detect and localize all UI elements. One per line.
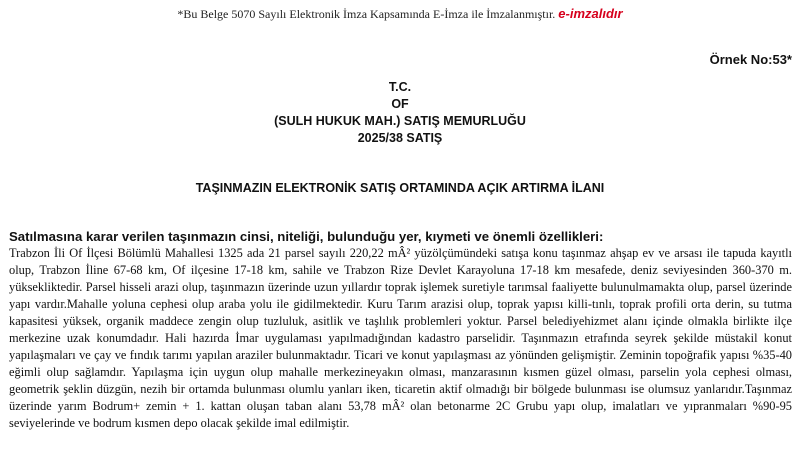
property-description: Trabzon İli Of İlçesi Bölümlü Mahallesi 1325 ada 21 parsel sayılı 220,22 mÂ² yüzölçümündeki satışa konu taşınmaz ahşap ev ve arsası ile tapuda kayıtlı olup, Trabzon İline 67-68 km, Of ilçesine 17-18 km, sahile ve Trabzon Rize Devlet Karayoluna 17-18 km mesafede, deniz seviyesinden 360-370 m. yüksekliktedir. Parsel hisseli arazi olup, taşınmazın üzerinde uzun yıllardır toprak işlemek suretiyle tarımsal faaliyette bulunulmamakta olup, parsel üzerinde yapı vardır.Mahalle yoluna cephesi olup araba yolu ile gidilmektedir. Kuru Tarım arazisi olup, toprak yapısı killi-tınlı, toprak profili orta derin, su tutma kapasitesi yüksek, organik maddece zengin olup tuzluluk, asitlik ve taşlılık problemleri yoktur. Parsel belediyehizmet alanı içinde olmakla birlikte ilçe merkezine uzak konumdadır. Hali hazırda İmar uygulaması yapılmadığından kadastro parselidir. Taşınmazın etrafında seyrek şekilde müstakil konut yapılaşmaları ve çay ve fındık tarımı yapılan araziler bulunmaktadır. Ticari ve konut yapılaşması az yönünden gelişmiştir. Zeminin topoğrafik yapısı %35-40 eğimli olup sağlamdır. Yapılaşma için uygun olup mahalle merkezineyakın olması, manzarasının kısmen güzel olması, parselin yola cephesi olması, geometrik şeklin düzgün, nezih bir ortamda bulunması olumlu yanları iken, ticaretin aktif olmadığı bir bölgede bulunması ise olumsuz yanlarıdır.Taşınmaz üzerinde yarım Bodrum+ zemin + 1. kattan oluşan taban alanı 53,78 mÂ² olan betonarme 2C Grubu yapı olup, imalatları ve yıpranmaları %90-95 seviyelerinde ve bodrum kısmen depo olacak şekilde imal edilmiştir. [9, 246, 792, 430]
heading-line-office: (SULH HUKUK MAH.) SATIŞ MEMURLUĞU [274, 114, 526, 128]
esignature-badge: e-imzalıdır [558, 6, 623, 21]
sample-number: Örnek No:53* [709, 52, 792, 67]
heading-line-file-number: 2025/38 SATIŞ [357, 131, 443, 145]
announcement-title: TAŞINMAZIN ELEKTRONİK SATIŞ ORTAMINDA AÇIK ARTIRMA İLANI [195, 181, 605, 195]
section-title: Satılmasına karar verilen taşınmazın cinsi, niteliği, bulunduğu yer, kıymeti ve önemli özellikleri: [9, 229, 604, 244]
heading-line-of: OF [391, 97, 409, 111]
document-heading [0, 79, 800, 147]
esignature-notice [0, 6, 800, 22]
heading-line-tc: T.C. [388, 80, 412, 94]
esignature-notice-text: *Bu Belge 5070 Sayılı Elektronik İmza Kapsamında E-İmza ile İmzalanmıştır. [177, 7, 556, 21]
